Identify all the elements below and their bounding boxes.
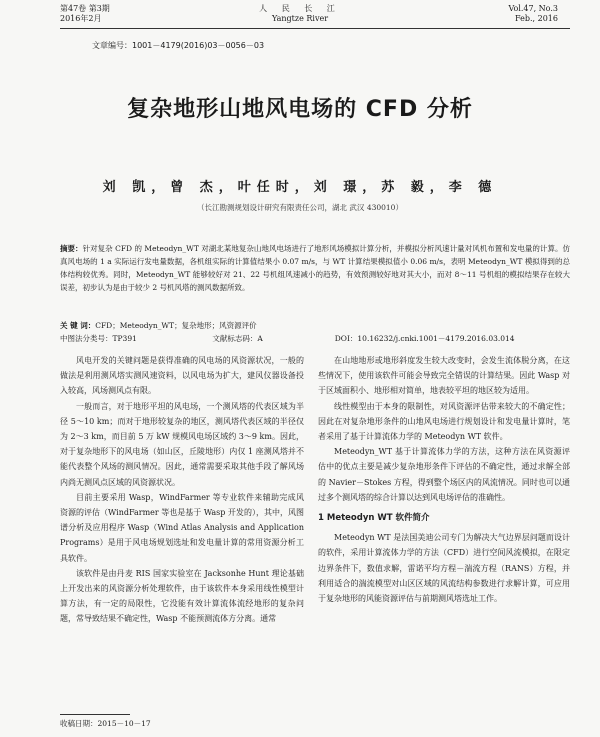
- keywords-text: CFD；Meteodyn_WT；复杂地形；风资源评价: [95, 321, 257, 330]
- classification: [60, 333, 570, 345]
- volume-cn: 第47卷 第3期: [60, 4, 110, 13]
- clc-number: 中图法分类号：TP391: [60, 334, 137, 343]
- doc-code: 文献标志码：A: [212, 334, 263, 343]
- body-paragraph: Meteodyn_WT 基于计算流体力学的方法，这种方法在风资源评估中的优点主要是减少复杂地形条件下评估的不确定性，通过求解全部的 Navier－Stokes 方程，得到整个场区内的风流情况。同时也可以通过多个测风塔的综合计算以达到风电场评估的准确性。: [318, 447, 570, 502]
- body-right-column: [318, 353, 570, 606]
- body-paragraph: Meteodyn WT 是法国美迪公司专门为解决大气边界层问题而设计的软件，采用计算流体力学的方法（CFD）进行空间风流模拟，在限定边界条件下，数值求解，雷诺平均方程－湍流方程（RANS）方程，并利用适合的湍流模型对山区区域的风流结构参数进行求解计算，可应用于复杂地形的风能资源评估与前期测风塔选址工作。: [318, 533, 570, 604]
- section-heading: 1 Meteodyn WT 软件简介: [318, 513, 430, 524]
- body-paragraph: 线性模型由于本身的限制性，对风资源评估带来较大的不确定性；因此在对复杂地形条件的山地风电场进行规划设计和发电量计算时，笔者采用了基于计算流体力学的 Meteodyn WT 软件。: [318, 401, 570, 442]
- date-cn: 2016年2月: [60, 14, 102, 23]
- volume-en: Vol.47, No.3: [508, 4, 558, 13]
- header-rule: [60, 28, 570, 29]
- journal-cn: 人 民 长 江: [259, 4, 341, 13]
- body-paragraph: 在山地地形或地形斜度发生较大改变时，会发生流体脱分离，在这些情况下，使用该软件可能会导致完全错误的计算结果。因此 Wasp 对于区域面积小、地形相对简单，地表较平坦的地区较为适用。: [318, 356, 570, 396]
- header-right: [508, 4, 558, 24]
- keywords-label: 关 键 词：: [60, 321, 96, 330]
- abstract-label: 摘要：: [60, 244, 83, 253]
- footnote-rule: [60, 714, 130, 715]
- body-paragraph: 该软件是由丹麦 RIS 国家实验室在 Jacksonhe Hunt 理论基础上开发出来的风资源分析处理软件，由于该软件本身采用线性模型计算方法，有一定的局限性，它没能有效计算流体流经地形的复杂问题，常导致结果不确定性，Wasp 不能预测流体方分离。通常: [60, 568, 304, 624]
- date-en: Feb., 2016: [515, 14, 558, 23]
- body-paragraph: 目前主要采用 Wasp，WindFarmer 等专业软件来辅助完成风资源的评估（WindFarmer 等也是基于 Wasp 开发的），其中，风图谱分析及应用程序 Wasp（Wind Atlas Analysis and Application Programs）是用于风电场规划选址和发电量计算的常用资源分析工具软件。: [60, 492, 304, 563]
- abstract: [60, 242, 570, 294]
- article-id: 文章编号：1001－4179(2016)03－0056－03: [92, 41, 265, 50]
- abstract-text: 针对复杂 CFD 的 Meteodyn_WT 对湖北某地复杂山地风电场进行了地形风场模拟计算分析，并模拟分析风速计量对风机布置和发电量的计算。仿真风电场的 1 a 实际运行发电量数据，各机组实际的计算值结果小 0.07 m/s，与 WT 计算结果模拟值小 0.06 m/s，表明 Meteodyn_WT 模拟得到的总体结构较优秀。同时，Meteodyn_WT 能够较好对 21、22 号机组风速减小的趋势，有效预测较好地对其大小，而对 8～11 号机组的模拟结果存在较大误差，初步认为是由于较少 2 号机风塔的测风数据所致。: [60, 244, 571, 292]
- keywords: [60, 320, 570, 332]
- affiliation: （长江勘测规划设计研究有限责任公司，湖北 武汉 430010）: [197, 203, 403, 212]
- authors: 刘 凯，曾 杰，叶任时，刘 璟，苏 毅，李 德: [102, 180, 498, 195]
- received-date: 收稿日期：2015－10－17: [60, 719, 151, 728]
- body-paragraph: 风电开发的关键问题是获得准确的风电场的风资源状况，一般的做法是利用测风塔实测风速资料，以风电场为扩大，建风仪器设备投入较高，风场测风点有限。: [60, 356, 304, 396]
- body-paragraph: 一般而言，对于地形平坦的风电场，一个测风塔的代表区域为半径 5～10 km；而对于地形较复杂的地区，测风塔代表区域的半径仅为 2～3 km，而目前 5 万 kW 规模风电场区域约 3～9 km。因此，对于复杂地形下的风电场（如山区，丘陵地形）内仅 1 座测风塔并不能代表整个风场的测风情况。因此，通常需要采取其他手段了解风场内尚无测风点区域的风资源状况。: [60, 401, 304, 487]
- doi: DOI：10.16232/j.cnki.1001－4179.2016.03.014: [334, 334, 515, 343]
- body-left-column: [60, 353, 304, 627]
- journal-en: Yangtze River: [271, 14, 329, 23]
- page-title: 复杂地形山地风电场的 CFD 分析: [127, 97, 473, 122]
